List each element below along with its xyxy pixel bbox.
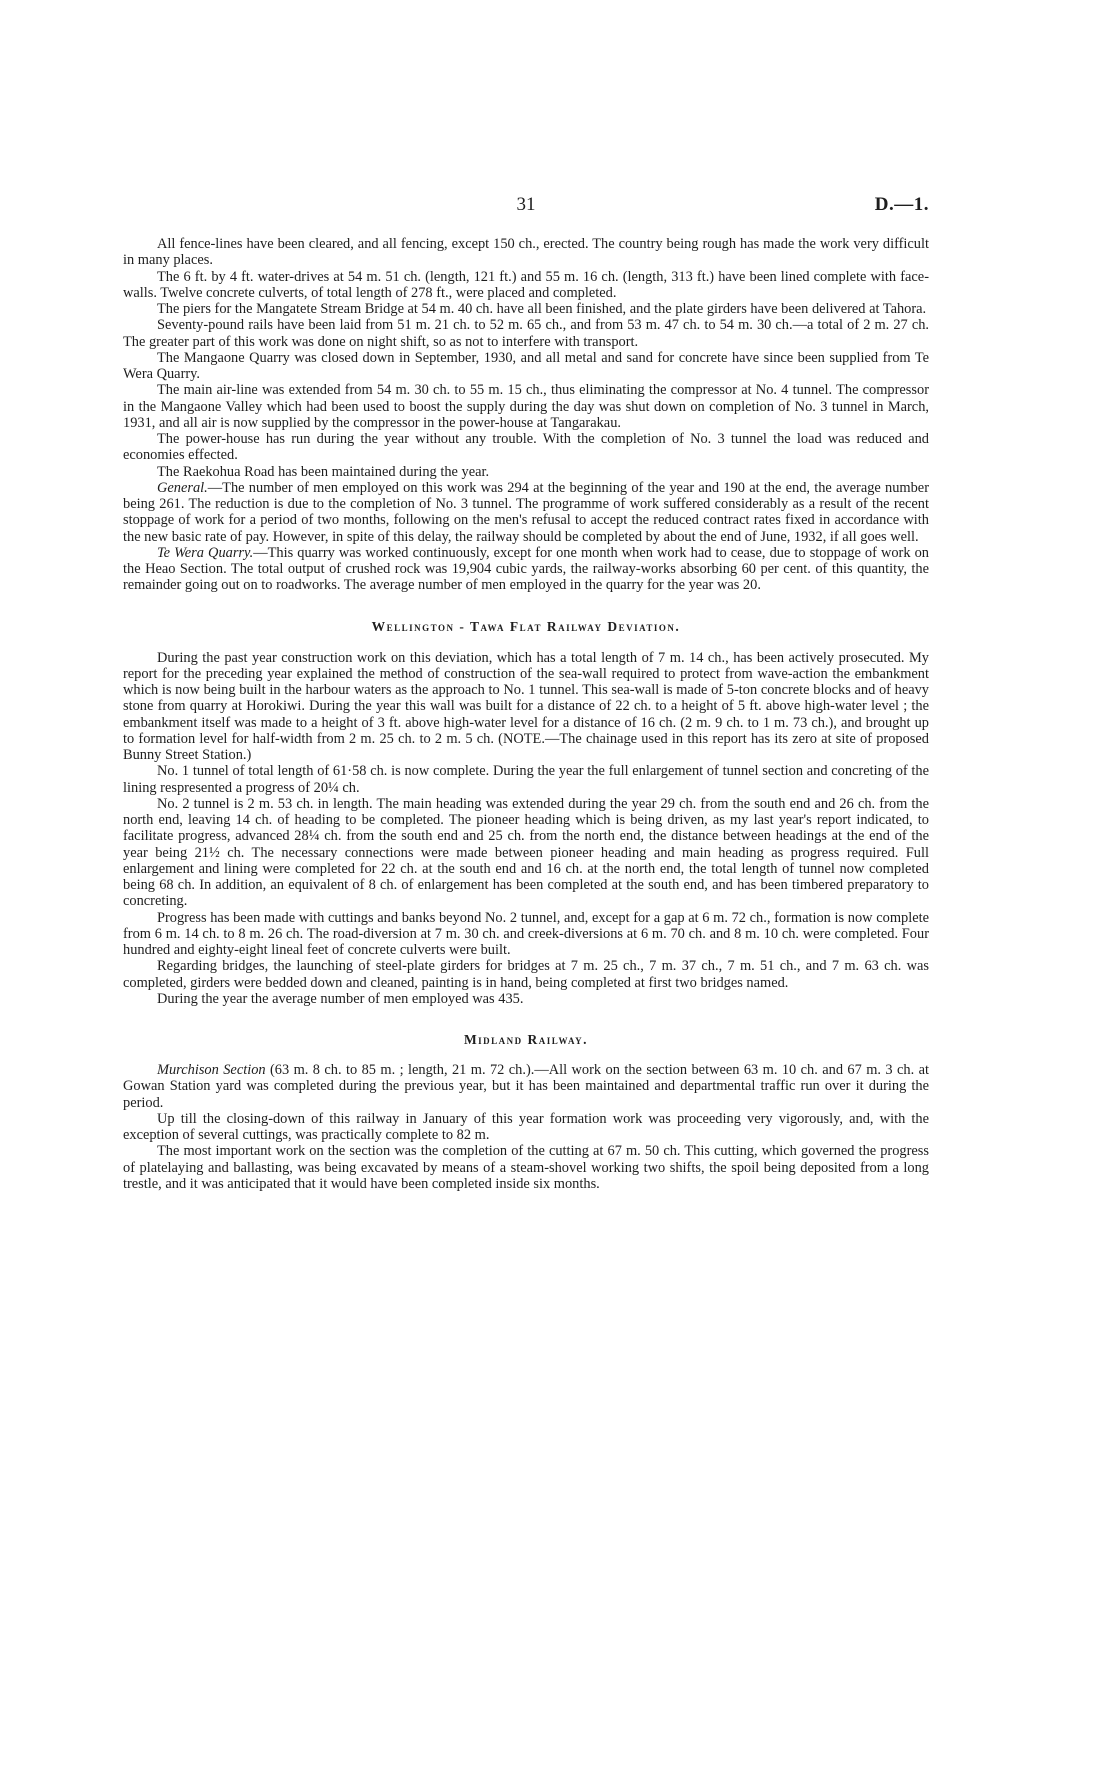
paragraph: General.—The number of men employed on this work was 294 at the beginning of the year and 190 at the end, the average number being 261. The reduction is due to the completion of No. 3 tunnel. The programme of work suffered considerably as a result of the recent stoppage of work for a period of two months, following on the men's refusal to accept the reduced contract rates fixed in accordance with the new basic rate of pay. However, in spite of this delay, the railway should be completed by about the end of June, 1932, if all goes well. <box>123 479 929 545</box>
section-midland-railway <box>123 1062 929 1192</box>
section-heading: Midland Railway. <box>463 1032 589 1047</box>
paragraph-lead: Te Wera Quarry. <box>157 544 254 561</box>
paragraph: Te Wera Quarry.—This quarry was worked continuously, except for one month when work had to cease, due to stoppage of work on the Heao Section. The total output of crushed rock was 19,904 cubic yards, the railway-works absorbing 60 per cent. of this quantity, the remainder going out on to roadworks. The average number of men employed in the quarry for the year was 20. <box>123 544 929 594</box>
paragraph: No. 2 tunnel is 2 m. 53 ch. in length. The main heading was extended during the year 29 ch. from the south end and 26 ch. from the north end, leaving 14 ch. of heading to be completed. The pioneer heading which is being driven, as my last year's report indicated, to facilitate progress, advanced 28¼ ch. from the south end and 25 ch. from the north end, the distance between headings at the end of the year being 21½ ch. The necessary connections were made between pioneer heading and main heading as progress required. Full enlargement and lining were completed for 22 ch. at the south end and 16 ch. at the north end, the total length of tunnel now completed being 68 ch. In addition, an equivalent of 8 ch. of enlargement has been completed at the south end, and has been timbered preparatory to concreting. <box>123 795 929 910</box>
paragraph: The Mangaone Quarry was closed down in September, 1930, and all metal and sand for concrete have since been supplied from Te Wera Quarry. <box>123 349 929 382</box>
paragraph: During the year the average number of men employed was 435. <box>157 990 524 1007</box>
paragraph: The Raekohua Road has been maintained during the year. <box>157 463 490 480</box>
paragraph: Up till the closing-down of this railway in January of this year formation work was proceeding very vigorously, and, with the exception of several cuttings, was practically complete to 82 m. <box>123 1110 929 1143</box>
page-number: 31 <box>516 194 536 215</box>
paragraph: The power-house has run during the year without any trouble. With the completion of No. 3 tunnel the load was reduced and economies effected. <box>123 431 929 464</box>
paragraph-lead: General. <box>157 479 208 496</box>
section-wellington-tawa <box>123 650 929 1008</box>
paragraph: Progress has been made with cuttings and banks beyond No. 2 tunnel, and, except for a gap at 6 m. 72 ch., formation is now complete from 6 m. 14 ch. to 8 m. 26 ch. The road-diversion at 7 m. 30 ch. and creek-diversions at 6 m. 70 ch. and 8 m. 10 ch. were completed. Four hundred and eighty-eight lineal feet of concrete culverts were built. <box>123 909 929 958</box>
paragraph-lead: Murchison Section <box>157 1062 266 1078</box>
document-reference: D.—1. <box>874 194 929 215</box>
paragraph: The piers for the Mangatete Stream Bridge at 54 m. 40 ch. have all been finished, and the plate girders have been delivered at Tahora. <box>157 301 927 317</box>
paragraph: The most important work on the section was the completion of the cutting at 67 m. 50 ch. This cutting, which governed the progress of platelaying and ballasting, was being excavated by means of a steam-shovel working two shifts, the spoil being deposited from a long trestle, and it was anticipated that it would have been completed inside six months. <box>123 1143 929 1192</box>
paragraph: All fence-lines have been cleared, and all fencing, except 150 ch., erected. The country being rough has made the work very difficult in many places. <box>123 236 929 269</box>
document-body <box>123 236 929 1192</box>
paragraph: No. 1 tunnel of total length of 61·58 ch. is now complete. During the year the full enlargement of tunnel section and concreting of the lining respresented a progress of 20¼ ch. <box>123 763 929 796</box>
paragraph: Regarding bridges, the launching of steel-plate girders for bridges at 7 m. 25 ch., 7 m. 37 ch., 7 m. 51 ch., and 7 m. 63 ch. was completed, girders were bedded down and cleaned, painting is in hand, being completed at first two bridges named. <box>123 958 929 991</box>
paragraph: The 6 ft. by 4 ft. water-drives at 54 m. 51 ch. (length, 121 ft.) and 55 m. 16 ch. (length, 313 ft.) have been lined complete with face-walls. Twelve concrete culverts, of total length of 278 ft., were placed and completed. <box>123 268 929 301</box>
section-heading: Wellington - Tawa Flat Railway Deviation. <box>371 618 681 634</box>
page-header <box>123 194 929 220</box>
paragraph: Seventy-pound rails have been laid from 51 m. 21 ch. to 52 m. 65 ch., and from 53 m. 47 ch. to 54 m. 30 ch.—a total of 2 m. 27 ch. The greater part of this work was done on night shift, so as not to interfere with transport. <box>123 317 929 350</box>
paragraph: Murchison Section (63 m. 8 ch. to 85 m. ; length, 21 m. 72 ch.).—All work on the section between 63 m. 10 ch. and 67 m. 3 ch. at Gowan Station yard was completed during the previous year, but it has been maintained and departmental traffic run over it during the period. <box>123 1062 929 1111</box>
paragraph: During the past year construction work on this deviation, which has a total length of 7 m. 14 ch., has been actively prosecuted. My report for the preceding year explained the method of construction of the sea-wall required to protect from wave-action the embankment which is now being built in the harbour waters as the approach to No. 1 tunnel. This sea-wall is made of 5-ton concrete blocks and of heavy stone from quarry at Horokiwi. During the year this wall was built for a distance of 22 ch. to a height of 5 ft. above high-water level ; the embankment itself was made to a height of 3 ft. above high-water level for a distance of 16 ch. (2 m. 9 ch. to 1 m. 73 ch.), and brought up to formation level for half-width from 2 m. 25 ch. to 2 m. 5 ch. (NOTE.—The chainage used in this report has its zero at site of proposed Bunny Street Station.) <box>123 649 929 763</box>
section-continued <box>123 236 929 594</box>
paragraph: The main air-line was extended from 54 m. 30 ch. to 55 m. 15 ch., thus eliminating the compressor at No. 4 tunnel. The compressor in the Mangaone Valley which had been used to boost the supply during the day was shut down on completion of No. 3 tunnel in March, 1931, and all air is now supplied by the compressor in the power-house at Tangarakau. <box>123 382 929 431</box>
